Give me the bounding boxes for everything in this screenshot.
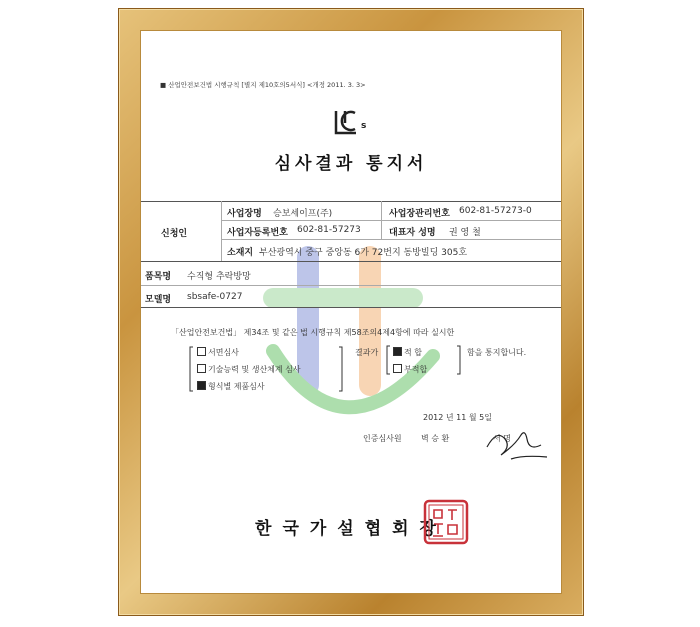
company-name-value: 승보세이프(주) [273, 209, 333, 219]
row-divider [141, 285, 561, 286]
table-bottom-border [141, 307, 561, 308]
kcs-mark-logo [333, 107, 369, 137]
form-reference-note: ■ 산업안전보건법 시행규칙 [별지 제10호의5서식] <개정 2011. 3. 3> [160, 81, 366, 89]
review-type-label: 서면심사 [208, 348, 239, 357]
result-option-label: 부적합 [404, 365, 428, 374]
issuing-organization: 한국가설협회장 [255, 519, 447, 539]
company-name-label: 사업장명 [227, 209, 262, 219]
reviewer-name: 벽 승 환 [421, 434, 450, 443]
result-fail [393, 364, 427, 375]
address-value: 부산광역시 중구 중앙동 6가 72번지 동방빌딩 305호 [259, 248, 468, 258]
notice-text: 함을 통지합니다. [467, 348, 527, 357]
official-seal-stamp [422, 498, 470, 546]
checked-box-icon [197, 381, 206, 390]
result-pass [393, 347, 422, 358]
issue-date: 2012 년 11 월 5일 [423, 413, 492, 422]
column-divider [381, 201, 382, 239]
review-type-technical [197, 364, 301, 375]
site-management-number-label: 사업장관리번호 [389, 209, 450, 219]
site-management-number-value: 602-81-57273-0 [459, 206, 532, 216]
row-divider [221, 220, 561, 221]
svg-text:s: s [361, 121, 367, 131]
checked-box-icon [393, 347, 402, 356]
table-top-border [141, 201, 561, 202]
business-registration-value: 602-81-57273 [297, 225, 361, 235]
handwritten-signature [481, 425, 551, 463]
checkbox-icon [197, 347, 206, 356]
column-divider [221, 201, 222, 261]
certificate-document [140, 30, 562, 594]
representative-value: 권 영 철 [449, 228, 481, 238]
review-type-label: 기술능력 및 생산체계 심사 [208, 365, 301, 374]
model-name-label: 모델명 [145, 295, 172, 305]
address-label: 소재지 [227, 248, 254, 258]
product-name-label: 품목명 [145, 272, 172, 282]
signature-label: 서 명 [493, 434, 511, 443]
review-type-document [197, 347, 239, 358]
result-label: 결과가 [355, 348, 379, 357]
document-title: 심사결과 통지서 [274, 154, 428, 174]
reviewer-label: 인증심사원 [363, 434, 402, 443]
result-option-label: 적 합 [404, 348, 422, 357]
representative-label: 대표자 성명 [389, 228, 436, 238]
applicant-label: 신청인 [161, 229, 188, 239]
row-divider [221, 239, 561, 240]
checkbox-icon [197, 364, 206, 373]
review-type-product [197, 381, 265, 392]
model-name-value: sbsafe-0727 [187, 292, 243, 302]
applicant-bottom-border [141, 261, 561, 262]
checkbox-icon [393, 364, 402, 373]
review-type-label: 형식별 제품심사 [208, 382, 265, 391]
business-registration-label: 사업자등록번호 [227, 228, 288, 238]
product-name-value: 수직형 추락방망 [187, 272, 251, 282]
legal-statement: 「산업안전보건법」 제34조 및 같은 법 시행규칙 제58조의4제4항에 따라 실시한 [171, 328, 455, 337]
